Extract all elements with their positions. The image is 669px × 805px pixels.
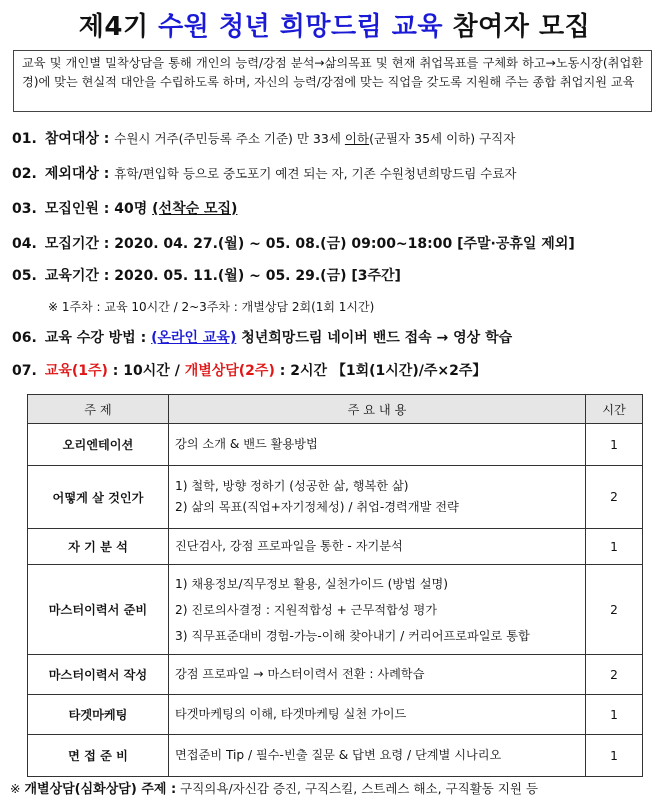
footer-label: 개별상담(심화상담) 주제 : (24, 782, 177, 797)
row-topic: 면 접 준 비 (28, 735, 169, 777)
row-content: 강의 소개 & 밴드 활용방법 (169, 424, 586, 466)
item-recruit (12, 198, 237, 218)
recruit-note: (선착순 모집) (152, 201, 238, 217)
row-hours: 2 (586, 655, 643, 695)
row-hours: 2 (586, 466, 643, 529)
row-topic: 마스터이력서 준비 (28, 565, 169, 655)
page-title (0, 6, 669, 43)
row-topic: 타겟마케팅 (28, 695, 169, 735)
row-hours: 1 (586, 424, 643, 466)
item-method (12, 327, 512, 347)
row-topic: 자 기 분 석 (28, 529, 169, 565)
table-row (28, 655, 643, 695)
edu-time: : 10시간 / (107, 363, 185, 379)
item-number: 04. (12, 236, 37, 252)
row-hours: 2 (586, 565, 643, 655)
item-label: 교육기간 : (44, 268, 110, 284)
item-text: 2020. 05. 11.(월) ~ 05. 29.(금) [3주간] (114, 268, 401, 284)
row-hours: 1 (586, 735, 643, 777)
table-row (28, 529, 643, 565)
table-row (28, 565, 643, 655)
table-row (28, 466, 643, 529)
row-content: 면접준비 Tip / 필수-빈출 질문 & 답변 요령 / 단계별 시나리오 (169, 735, 586, 777)
row-topic: 오리엔테이션 (28, 424, 169, 466)
item-period (12, 233, 575, 253)
item-number: 01. (12, 131, 37, 147)
footer-text: 구직의욕/자신감 증진, 구직스킬, 스트레스 해소, 구직활동 지원 등 (176, 781, 539, 796)
row-topic: 마스터이력서 작성 (28, 655, 169, 695)
intro-box: 교육 및 개인별 밀착상담을 통해 개인의 능력/강점 분석→삶의목표 및 현재 취업목표를 구체화 하고→노동시장(취업환경)에 맞는 현실적 대안을 수립하도록 하며, 자신의 능력/강점에 맞는 직업을 갖도록 지원해 주는 종합 취업지원 교육 (13, 50, 652, 112)
table-row (28, 695, 643, 735)
item-schedule (12, 360, 486, 380)
table-row (28, 424, 643, 466)
item-number: 05. (12, 268, 37, 284)
row-content: 1) 채용정보/직무정보 활용, 실천가이드 (방법 설명) 2) 진로의사결정 : 지원적합성 + 근무적합성 평가 3) 직무표준대비 경험-가능-이해 찾아내기 / 커리어프로파일로 통합 (169, 565, 586, 655)
row-hours: 1 (586, 695, 643, 735)
title-suffix: 참여자 모집 (443, 12, 591, 42)
row-content: 진단검사, 강점 프로파일을 통한 - 자기분석 (169, 529, 586, 565)
consult-label: 개별상담(2주) (184, 363, 275, 379)
footer-note (10, 778, 538, 797)
item-label: 모집기간 : (44, 236, 110, 252)
consult-time: : 2시간 【1회(1시간)/주×2주】 (274, 363, 487, 379)
item-number: 02. (12, 166, 37, 182)
table-header-row (28, 395, 643, 424)
item-number: 03. (12, 201, 37, 217)
item-target (12, 128, 515, 148)
row-content: 타겟마케팅의 이해, 타겟마케팅 실천 가이드 (169, 695, 586, 735)
row-content: 강점 프로파일 → 마스터이력서 전환 : 사례학습 (169, 655, 586, 695)
item-label: 모집인원 : (44, 201, 110, 217)
footer-mark: ※ (10, 781, 25, 796)
item-label: 제외대상 : (44, 166, 110, 182)
item-number: 06. (12, 330, 37, 346)
table-row (28, 735, 643, 777)
edu-note: ※ 1주차 : 교육 10시간 / 2~3주차 : 개별상담 2회(1회 1시간) (48, 300, 375, 314)
row-topic: 어떻게 살 것인가 (28, 466, 169, 529)
item-exclude (12, 163, 517, 183)
item-label: 참여대상 : (44, 131, 110, 147)
header-hours: 시간 (586, 395, 643, 424)
header-content: 주 요 내 용 (169, 395, 586, 424)
item-text: 휴학/편입학 등으로 중도포기 예견 되는 자, 기존 수원청년희망드림 수료자 (114, 166, 517, 181)
item-number: 07. (12, 363, 37, 379)
title-prefix: 제4기 (78, 12, 159, 42)
row-hours: 1 (586, 529, 643, 565)
item-text: 청년희망드림 네이버 밴드 접속 → 영상 학습 (236, 330, 513, 346)
row-content: 1) 철학, 방향 정하기 (성공한 삶, 행복한 삶) 2) 삶의 목표(직업+자기정체성) / 취업-경력개발 전략 (169, 466, 586, 529)
recruit-count: 40명 (114, 201, 148, 217)
title-highlight: 수원 청년 희망드림 교육 (158, 12, 443, 42)
header-topic: 주 제 (28, 395, 169, 424)
online-label: (온라인 교육) (151, 330, 237, 346)
item-text: 2020. 04. 27.(월) ~ 05. 08.(금) 09:00~18:00 [주말·공휴일 제외] (114, 236, 575, 252)
curriculum-table (27, 394, 643, 777)
item-label: 교육 수강 방법 : (44, 330, 147, 346)
item-text: 수원시 거주(주민등록 주소 기준) 만 33세 이하(군필자 35세 이하) 구직자 (114, 131, 516, 146)
edu-week-label: 교육(1주) (44, 363, 108, 379)
item-edu-period (12, 265, 401, 285)
